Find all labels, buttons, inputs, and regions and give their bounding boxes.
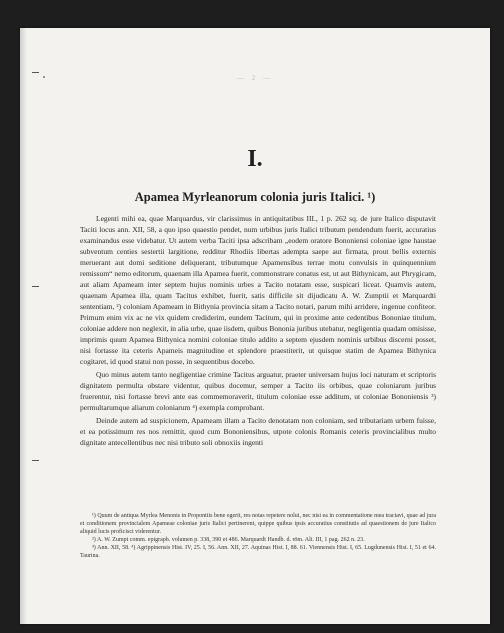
paragraph: Quo minus autem tanto negligentiae crimine Tacitus arguatur, praeter universam hujus loci naturam et scriptoris dignitatem permulta obstare videntur, quibus docemur, semper a Tacito iis orbibus, quae coloniarum juribus fruerentur, nisi fortasse brevi ante eas commemoraverit, titulum coloniae esse additum, ut coloniae Bononiensis ³) permultarumque aliarum coloniarum ⁴) exempla comprobant.: [80, 370, 436, 412]
footnote: ²) A. W. Zumpt comm. epigraph. volumen p. 338, 390 et 486. Marquardt Handb. d. röm. Alt. III, 1 pag. 262 n. 23.: [92, 537, 365, 543]
section-number: I.: [247, 146, 263, 172]
page-fold-shadow: [20, 28, 27, 624]
margin-mark: [32, 72, 39, 73]
bleed-through-mark: — 2 —: [237, 74, 273, 82]
margin-mark: [32, 460, 39, 461]
margin-mark: [32, 286, 39, 287]
margin-dot: [43, 76, 45, 78]
body-text: [80, 213, 436, 450]
paragraph: Legenti mihi ea, quae Marquardus, vir clarissimus in antiquitatibus III., 1 p. 262 sq. de jure Italico disputavit Taciti locus ann. XII, 58, a quo ipso quaestio pendet, num urbibus juris Italici tributum pendendum fuerit, accuratius examinandus esse videbatur. Ut autem verba Taciti ipsa adscribam „eodem oratore Bononiensi coloniae igne haustae subventum centies sestertii largitione, redditur Rhodiis libertas adempta saepe aut firmata, prout bellis externis meruerant aut domi seditione deliquerant, tributumque Apamensibus terrae motu convulsis in quinquennium remissum“ nemo editorum, quaenam illa Apamea fuerit, commonstrare conatus est, ut aut Bithynicam, aut Phrygicam, aut aliam Apameam inter septem hujus nominis urbes a Tacito notatam esse, suspicari liceat. Quamvis autem, quaenam Apamea illa, quam Tacitus exhibet, fuerit, satis difficile sit dijudicatu A. W. Zumptii et Marquardti sententiam, ²) coloniam Apameam in Bithynia provincia sitam a Tacito notari, parum mihi arridere, ingenue confiteor. Primum enim vix ac ne vix quidem crediderim, eundem Tacitum, qui in proxime ante cedentibus Bononiae titulum, coloniae addere non neglexit, in alia urbe, quae iisdem, quibus Bononia juribus utebatur, negligentia quadam omisisse, imprimis quum Apamea Bithynica nomini coloniae titulo addito a septem ejusdem nominis urbibus discerni posset, nisi fortasse ita ceteris Apameis magnitudine et splendore praestiterit, ut quisque statim de Apamea Bithynica cogitaret, id quod statui non posse, in sequentibus docebo.: [80, 214, 436, 366]
footnote: ³) Ann. XII, 58. ⁴) Agrippinensis Hist. IV, 25. I, 56. Ann. XII, 27. Aquinas Hist. I, 88. 61. Viennensis Hist. I, 65. Lugdunensis Hist. I, 51 et 64. Taurina.: [80, 545, 436, 559]
footnotes: [80, 512, 436, 560]
paragraph: Deinde autem ad suspicionem, Apameam illam a Tacito denotatam non coloniam, sed tributariam urbem fuisse, et ea potissimum res nos remittit, quod cum Bononiensibus, utpote colonis Romanis ceteris provincialibus multo dignitate antecellentibus nec nisi tributo soli obnoxiis ingenti: [80, 416, 436, 447]
page-title: Apamea Myrleanorum colonia juris Italici. ¹): [134, 190, 376, 204]
footnote: ¹) Quum de antiqua Myrlea Menonis in Propontiis bene egerit, res notas repetere nolui, nec nisi ea in commentatione mea tractavi, quae ad jura et conditionem provincialem Apameae coloniae juris Italici pertinerent, quippe quibus ipsis accuratius constitutis ad quaestionem de jure Italico aliquid lucis proficisci viderentur.: [80, 513, 436, 535]
document-page: [20, 28, 490, 624]
